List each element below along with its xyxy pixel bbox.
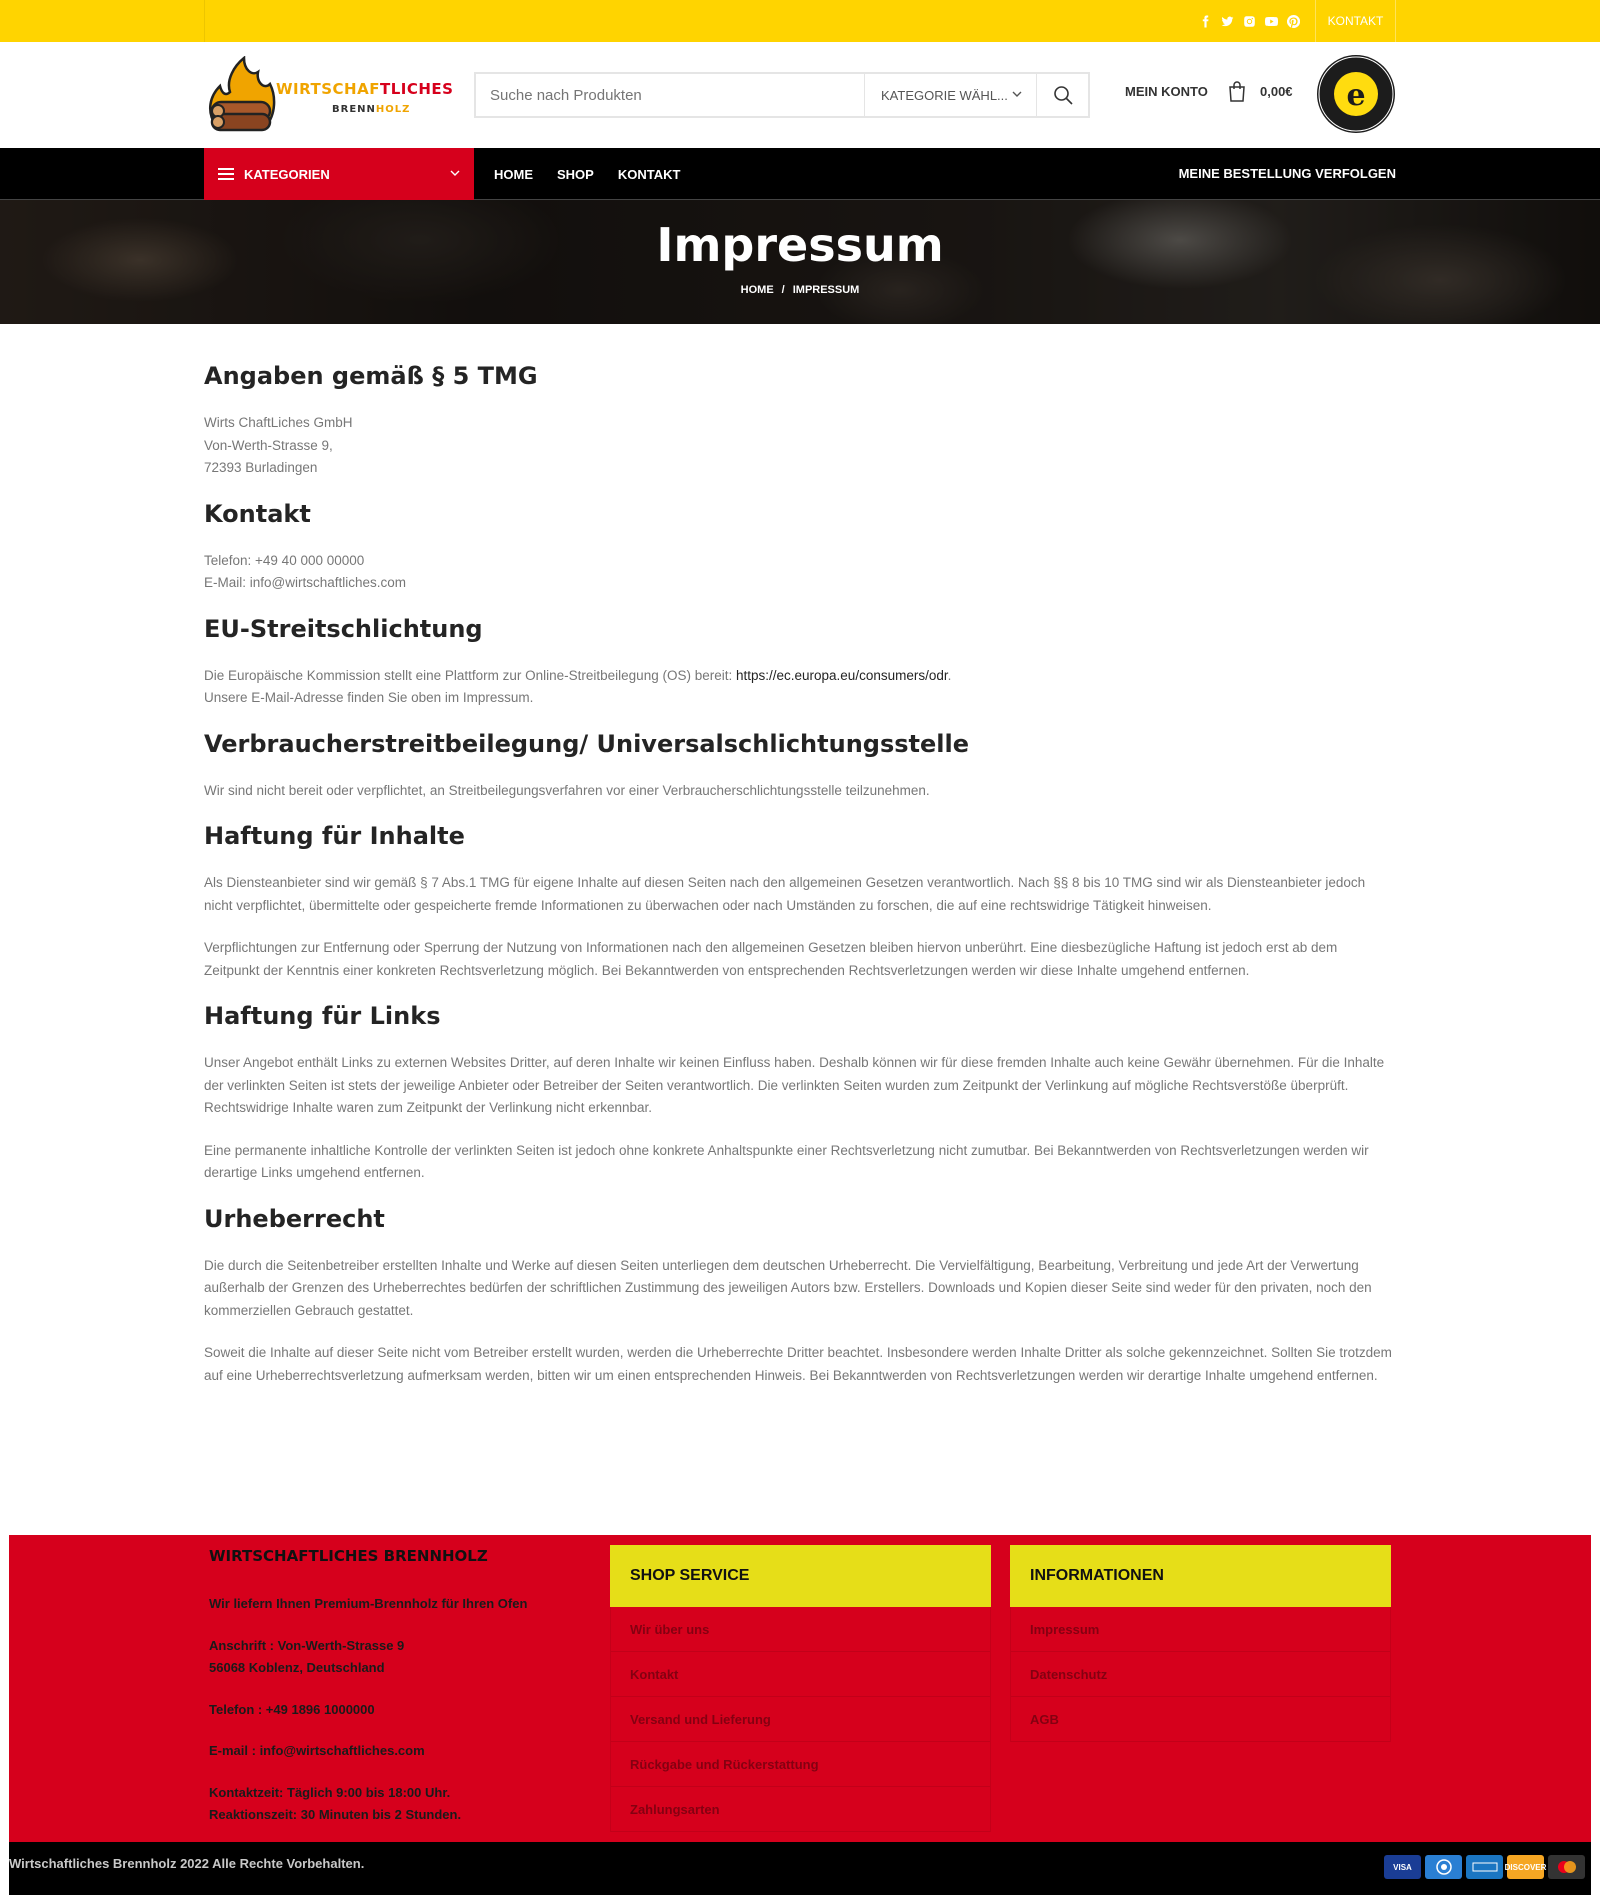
top-bar-inner	[204, 0, 1396, 42]
shopping-bag-icon	[1228, 80, 1246, 102]
eu-dispute-sentence: Die Europäische Kommission stellt eine Plattform zur Online-Streitbeilegung (OS) bereit:	[204, 667, 736, 683]
section-title-tmg: Angaben gemäß § 5 TMG	[204, 362, 538, 390]
liability-content-p1: Als Diensteanbieter sind wir gemäß § 7 Abs.1 TMG für eigene Inhalte auf diesen Seiten nach den allgemeinen Gesetzen verantwortlich. Nach §§ 8 bis 10 TMG sind wir als Diensteanbieter jedoch nicht verpflichtet, übermittelte oder gespeicherte fremde Informationen zu überwachen oder nach Umständen zu forschen, die auf eine rechtswidrige Tätigkeit hinweisen.	[204, 875, 1366, 913]
footer-company-info	[209, 1535, 589, 1846]
top-bar	[0, 0, 1600, 42]
copyright-p2: Soweit die Inhalte auf dieser Seite nicht vom Betreiber erstellt wurden, werden die Urheberrechte Dritter beachtet. Insbesondere werden Inhalte Dritter als solche gekennzeichnet. Sollten Sie trotzdem auf eine Urheberrechtsverletzung aufmerksam werden, bitten wir um einen entsprechenden Hinweis. Bei Bekanntwerden von Rechtsverletzungen werden wir derartige Inhalte umgehend entfernen.	[204, 1345, 1392, 1383]
site-header	[0, 42, 1600, 148]
nav-home[interactable]: HOME	[494, 166, 533, 182]
footer-phone: Telefon : +49 1896 1000000	[209, 1701, 375, 1717]
eu-dispute-period: .	[947, 667, 952, 683]
nav-kontakt[interactable]: KONTAKT	[617, 166, 681, 182]
footer-hours	[209, 1782, 589, 1827]
page-title-banner	[0, 200, 1600, 324]
svg-text:e: e	[1346, 78, 1366, 113]
cart-total: 0,00€	[1260, 83, 1293, 99]
youtube-icon[interactable]	[1264, 14, 1278, 28]
footer-email: E-mail : info@wirtschaftliches.com	[209, 1743, 425, 1758]
copyright-text: Wirtschaftliches Brennholz 2022 Alle Rechte Vorbehalten.	[9, 1856, 365, 1871]
section-title-copyright: Urheberrecht	[204, 1204, 385, 1233]
contact-email: E-Mail: info@wirtschaftliches.com	[204, 575, 407, 590]
logo-word-a: WIRTSCHAF	[276, 80, 380, 98]
breadcrumb-home[interactable]: HOME	[740, 284, 774, 296]
categories-menu-button[interactable]	[204, 148, 474, 200]
footer-link-payment[interactable]: Zahlungsarten	[611, 1787, 990, 1832]
footer-link-contact[interactable]: Kontakt	[611, 1652, 990, 1697]
site-logo[interactable]	[204, 56, 454, 132]
site-footer	[9, 1535, 1591, 1842]
logo-wordmark	[276, 80, 453, 98]
section-title-eu-dispute: EU-Streitschlichtung	[204, 614, 483, 643]
visa-icon: VISA	[1384, 1855, 1421, 1879]
information-list	[1010, 1607, 1391, 1742]
eu-dispute-text	[204, 665, 1396, 710]
footer-link-about[interactable]: Wir über uns	[611, 1607, 990, 1652]
main-menu	[494, 148, 680, 200]
footer-address	[209, 1635, 589, 1680]
copyright-p1: Die durch die Seitenbetreiber erstellten Inhalte und Werke auf diesen Seiten unterliegen dem deutschen Urheberrecht. Die Vervielfältigung, Bearbeitung, Verbreitung und jede Art der Verwertung außerhalb der Grenzen des Urheberrechtes bedürfen der schriftlichen Zustimmung des jeweiligen Autors bzw. Erstellers. Downloads und Kopien dieser Seite sind weder für den privaten, noch den kommerziellen Gebrauch gestattet.	[204, 1257, 1372, 1318]
footer-address-line1: Anschrift : Von-Werth-Strasse 9	[209, 1637, 405, 1653]
product-search	[474, 72, 1090, 118]
company-address	[204, 412, 1396, 480]
shop-service-list	[610, 1607, 991, 1832]
footer-link-impressum[interactable]: Impressum	[1011, 1607, 1390, 1652]
firewood-logo-icon	[204, 56, 282, 132]
top-contact-link[interactable]: KONTAKT	[1316, 0, 1396, 42]
category-select[interactable]	[864, 74, 1036, 116]
footer-link-agb[interactable]: AGB	[1011, 1697, 1390, 1742]
facebook-icon[interactable]	[1198, 14, 1212, 28]
cart-button[interactable]	[1228, 80, 1293, 102]
discover-icon: DISCOVER	[1507, 1855, 1544, 1879]
shop-service-title: SHOP SERVICE	[610, 1545, 991, 1607]
search-icon	[1053, 85, 1073, 105]
footer-link-shipping[interactable]: Versand und Lieferung	[611, 1697, 990, 1742]
diners-icon	[1425, 1855, 1462, 1879]
footer-hours-line1: Kontaktzeit: Täglich 9:00 bis 18:00 Uhr.	[209, 1784, 451, 1800]
mastercard-icon	[1548, 1855, 1585, 1879]
twitter-icon[interactable]	[1220, 14, 1234, 28]
company-name: Wirts ChaftLiches GmbH	[204, 415, 353, 430]
logo-word-b: TLICHES	[379, 80, 454, 98]
trusted-shops-guarantee-icon[interactable]	[1316, 54, 1396, 134]
footer-tagline: Wir liefern Ihnen Premium-Brennholz für Ihren Ofen	[209, 1596, 528, 1611]
section-title-kontakt: Kontakt	[204, 499, 311, 528]
eu-dispute-line2: Unsere E-Mail-Adresse finden Sie oben im Impressum.	[204, 690, 534, 705]
amex-icon	[1466, 1855, 1503, 1879]
footer-shop-service	[610, 1545, 991, 1832]
main-navigation	[0, 148, 1600, 200]
liability-content-p2: Verpflichtungen zur Entfernung oder Sperrung der Nutzung von Informationen nach den allgemeinen Gesetzen bleiben hiervon unberührt. Eine diesbezügliche Haftung ist jedoch erst ab dem Zeitpunkt der Kenntnis einer konkreten Rechtsverletzung möglich. Bei Bekanntwerden von entsprechenden Rechtsverletzungen werden wir diese Inhalte umgehend entfernen.	[204, 940, 1338, 978]
liability-links-p1: Unser Angebot enthält Links zu externen Websites Dritter, auf deren Inhalte wir keinen Einfluss haben. Deshalb können wir für diese fremden Inhalte auch keine Gewähr übernehmen. Für die Inhalte der verlinkten Seiten ist stets der jeweilige Anbieter oder Betreiber der Seiten verantwortlich. Die verlinkten Seiten wurden zum Zeitpunkt der Verlinkung auf mögliche Rechtsverstöße überprüft. Rechtswidrige Inhalte waren zum Zeitpunkt der Verlinkung nicht erkennbar.	[204, 1055, 1385, 1115]
category-select-value: KATEGORIE WÄHL...	[881, 87, 1008, 103]
logo-subtitle	[332, 104, 410, 115]
chevron-down-icon	[450, 168, 460, 178]
categories-label: KATEGORIEN	[244, 166, 330, 182]
search-button[interactable]	[1036, 74, 1088, 116]
section-title-liability-content: Haftung für Inhalte	[204, 822, 465, 850]
breadcrumb-separator: /	[781, 284, 785, 296]
impressum-content	[204, 362, 1396, 1407]
section-title-consumer-dispute: Verbraucherstreitbeilegung/ Universalschlichtungsstelle	[204, 729, 970, 758]
logo-sub-b: HOLZ	[375, 104, 411, 115]
footer-address-line2: 56068 Koblenz, Deutschland	[209, 1660, 385, 1675]
footer-link-returns[interactable]: Rückgabe und Rückerstattung	[611, 1742, 990, 1787]
logo-sub-a: BRENN	[332, 104, 376, 115]
consumer-dispute-text: Wir sind nicht bereit oder verpflichtet, an Streitbeilegungsverfahren vor einer Verbraucherschlichtungsstelle teilzunehmen.	[204, 782, 930, 798]
footer-bottom-bar	[9, 1842, 1591, 1895]
chevron-down-icon	[1012, 89, 1022, 99]
page-title: Impressum	[656, 218, 944, 272]
social-links	[1198, 0, 1300, 42]
odr-link[interactable]: https://ec.europa.eu/consumers/odr	[735, 667, 948, 683]
instagram-icon[interactable]	[1242, 14, 1256, 28]
footer-brand: WIRTSCHAFTLICHES BRENNHOLZ	[209, 1547, 488, 1565]
contact-info	[204, 550, 1396, 595]
footer-hours-line2: Reaktionszeit: 30 Minuten bis 2 Stunden.	[209, 1807, 462, 1822]
footer-information	[1010, 1545, 1391, 1742]
payment-methods	[1384, 1855, 1585, 1879]
information-title: INFORMATIONEN	[1010, 1545, 1391, 1607]
footer-link-privacy[interactable]: Datenschutz	[1011, 1652, 1390, 1697]
company-city: 72393 Burladingen	[204, 460, 318, 475]
breadcrumb-current: IMPRESSUM	[792, 284, 860, 296]
nav-shop[interactable]: SHOP	[557, 166, 594, 182]
pinterest-icon[interactable]	[1286, 14, 1300, 28]
breadcrumb	[0, 284, 1600, 296]
company-street: Von-Werth-Strasse 9,	[204, 437, 333, 453]
hamburger-icon	[218, 168, 234, 180]
search-input[interactable]	[476, 74, 864, 116]
my-account-link[interactable]: MEIN KONTO	[1125, 84, 1208, 99]
section-title-liability-links: Haftung für Links	[204, 1002, 441, 1030]
liability-links-p2: Eine permanente inhaltliche Kontrolle der verlinkten Seiten ist jedoch ohne konkrete Anhaltspunkte einer Rechtsverletzung nicht zumutbar. Bei Bekanntwerden von Rechtsverletzungen werden wir derartige Links umgehend entfernen.	[204, 1142, 1369, 1180]
track-order-link[interactable]: MEINE BESTELLUNG VERFOLGEN	[1178, 166, 1396, 181]
contact-phone: Telefon: +49 40 000 00000	[204, 552, 365, 568]
